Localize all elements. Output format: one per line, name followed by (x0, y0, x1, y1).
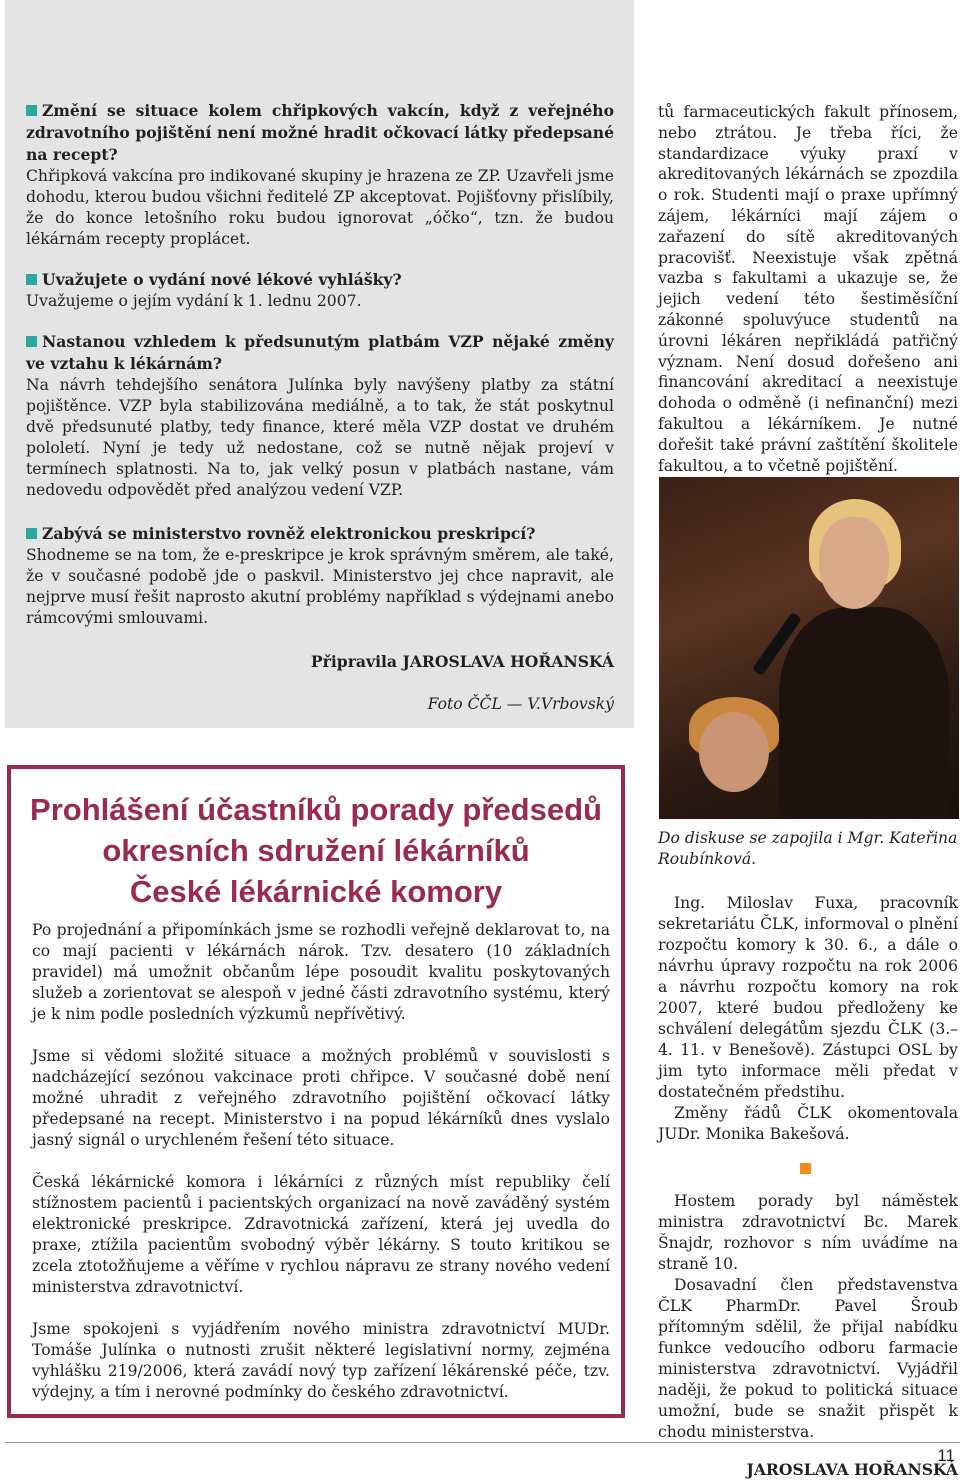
answer-1: Chřipková vakcína pro indikované skupiny je hrazena ze ZP. Uzavřeli jsme dohodu, kterou budou všichni ředitelé ZP akceptovat. Pojišťovny přislíbily, že do konce letošního roku budou ignorovat „óčko“, tzn. že budou lékárnám recepty proplácet. (26, 167, 614, 248)
question-2-text: Uvažujete o vydání nové lékové vyhlášky? (42, 270, 402, 289)
declaration-paragraph-1: Po projednání a připomínkách jsme se rozhodli veřejně deklarovat to, na co mají pacienti v lékárnách nárok. Tzv. desatero (10 základních pravidel) má umožnit občanům lépe posoudit kvalitu poskytovaných služeb a zorientovat se alespoň v jedné části zdravotního systému, který je k nim podle posledních výzkumů nepřívětivý. (32, 921, 610, 1023)
declaration-box (7, 765, 625, 1418)
declaration-title-line-3: České lékárnické komory (129, 874, 503, 909)
right-top-text: tů farmaceutických fakult přínosem, nebo ztrátou. Je třeba říci, že standardizace výuky praxí v akreditovaných lékárnách se zpozdila o rok. Studenti mají o praxe upřímný zájem, lékárníci mají zájem o zařazení do sítě akreditovaných pracovišť. Neexistuje však zpětná vazba s fakultami a ukazuje se, že jejich vedení této šestiměsíční zákonné spoluvýuce studentů na úrovni lékáren nepřikládá patřičný význam. Není dosud dořešeno ani financování akreditací a neexistuje dohoda o odměně (i nefinanční) mezi fakultou a lékárníkem. Je nutné dořešit také právní zaštítění školitele fakultou, a to včetně pojištění. (658, 103, 958, 475)
page-number: 11 (937, 1446, 955, 1465)
question-3 (26, 331, 614, 375)
section-divider (658, 1159, 958, 1180)
question-1-text: Změní se situace kolem chřipkových vakcín, když z veřejného zdravotního pojištění není možné hradit očkovací látky předepsané na recept? (26, 101, 614, 164)
square-bullet-icon (800, 1163, 811, 1174)
right-bottom-signature: JAROSLAVA HOŘANSKÁ (746, 1460, 958, 1479)
answer-4: Shodneme se na tom, že e-preskripce je krok správným směrem, ale také, že v současné podobě jde o paskvil. Ministerstvo jej chce napravit, ale nejprve musí řešit naprosto akutní problémy například s výdejnami anebo rámcovými smlouvami. (26, 546, 614, 627)
right-bottom-paragraph-4: Dosavadní člen představenstva ČLK PharmDr. Pavel Šroub přítomným sdělil, že přijal nabídku funkce vedoucího odboru farmacie ministerstva zdravotnictví. Vyjádřil naději, že pokud to politická situace umožní, bude se snažit přispět k chodu ministerstva. (658, 1276, 958, 1441)
photo-caption: Do diskuse se zapojila i Mgr. Kateřina Roubínková. (658, 829, 958, 868)
event-photo (659, 477, 959, 819)
square-bullet-icon (26, 274, 37, 285)
declaration-title (11, 789, 621, 912)
declaration-paragraph-3: Česká lékárnické komora i lékárníci z různých míst republiky čelí stížnostem pacientů i pacientských organizací na nově zaváděný systém elektronické preskripce. Zdravotnická zařízení, která jej uvedla do praxe, ztížila pacientům svobodný výběr lékárny. S touto kritikou se zcela ztotožňujeme a věříme v rychlou nápravu ze strany nového vedení ministerstva zdravotnictví. (32, 1173, 610, 1296)
right-column-bottom (658, 893, 958, 1480)
square-bullet-icon (26, 336, 37, 347)
answer-3: Na návrh tehdejšího senátora Julínka byly navýšeny platby za státní pojištěnce. VZP byla stabilizována mediálně, a to tak, že stát poskytnul dvě předsunuté platby, tedy finance, které měla VZP dostat ve druhém pololetí. Nyní je tedy už nedostane, což se nutně nějak projeví v termínech splatnosti. Na to, jak velký posun v platbách nastane, vám nedovedu odpovědět před analýzou vedení VZP. (26, 376, 614, 499)
question-3-text: Nastanou vzhledem k předsunutým platbám VZP nějaké změny ve vztahu k lékárnám? (26, 332, 614, 373)
photo-credit: Foto ČČL — V.Vrbovský (427, 695, 614, 713)
declaration-title-line-1: Prohlášení účastníků porady předsedů (30, 792, 602, 827)
declaration-paragraph-2: Jsme si vědomi složité situace a možných problémů v souvislosti s nadcházející sezónou vakcinace proti chřipce. V současné době není možné uhradit z veřejného zdravotního pojištění očkovací látky předepsané na recept. Ministerstvo i na popud lékárníků dnes vyslalo jasný signál o urychleném řešení této situace. (32, 1047, 610, 1149)
square-bullet-icon (26, 528, 37, 539)
square-bullet-icon (26, 105, 37, 116)
declaration-paragraph-4: Jsme spokojeni s vyjádřením nového ministra zdravotnictví MUDr. Tomáše Julínka o nutnosti zrušit některé legislativní normy, zejména vyhlášku 219/2006, která zavádí nový typ zařízení lékárenské péče, tzv. výdejny, a tím i nerovné podmínky do českého zdravotnictví. (32, 1320, 610, 1401)
answer-2: Uvažujeme o jejím vydání k 1. lednu 2007. (26, 292, 362, 310)
interview-column (26, 100, 614, 715)
question-2 (26, 269, 614, 291)
declaration-body (32, 920, 610, 1424)
declaration-title-line-2: okresních sdružení lékárníků (102, 833, 530, 868)
footer-rule (5, 1442, 960, 1443)
question-4 (26, 523, 614, 545)
question-1 (26, 100, 614, 166)
interview-signature: Připravila JAROSLAVA HOŘANSKÁ (310, 652, 614, 671)
right-bottom-paragraph-2: Změny řádů ČLK okomentovala JUDr. Monika Bakešová. (658, 1104, 958, 1143)
right-bottom-paragraph-1: Ing. Miloslav Fuxa, pracovník sekretariátu ČLK, informoval o plnění rozpočtu komory k 30. 6., a dále o návrhu úpravy rozpočtu na rok 2006 a návrhu rozpočtu komory na rok 2007, které budou předloženy ke schválení delegátům sjezdu ČLK (3.–4. 11. v Benešově). Zástupci OSL by jim tyto informace měli předat v dostatečném předstihu. (658, 894, 958, 1101)
right-bottom-paragraph-3: Hostem porady byl náměstek ministra zdravotnictví Bc. Marek Šnajdr, rozhovor s ním uvádíme na straně 10. (658, 1192, 958, 1273)
question-4-text: Zabývá se ministerstvo rovněž elektronickou preskripcí? (42, 524, 536, 543)
right-column-top (658, 102, 958, 476)
